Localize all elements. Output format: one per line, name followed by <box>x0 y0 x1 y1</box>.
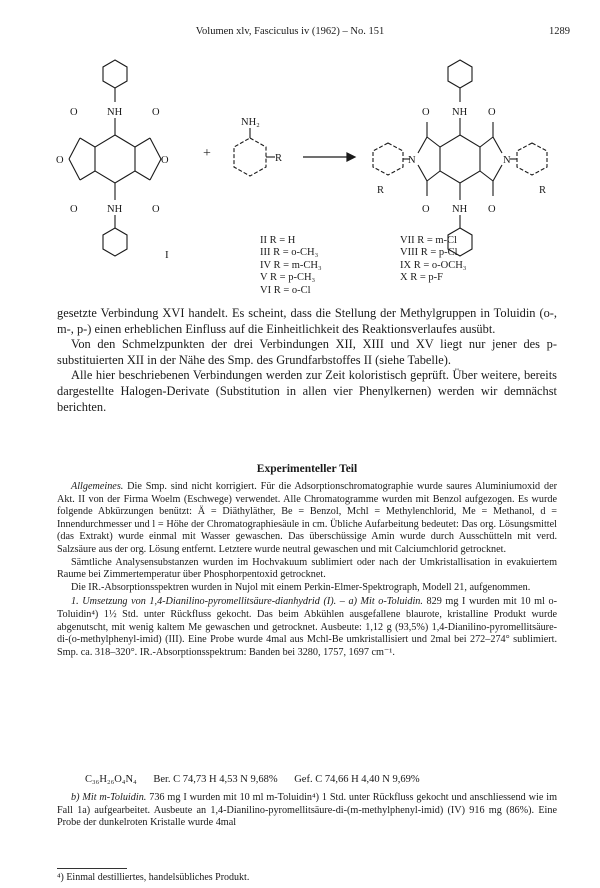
plus-sign: + <box>203 146 211 161</box>
r-label-aniline: R <box>275 153 283 164</box>
atom-o-bottom-right: O <box>152 204 160 215</box>
sublimation-paragraph: Sämtliche Analysensubstanzen wurden im Hochvakuum sublimiert oder nach der Umkristallisation in evakuiertem Raume bei Zimmertemperatur über Phosphorpentoxid getrocknet. <box>57 556 557 581</box>
calculated-values: Ber. C 74,73 H 4,53 N 9,68% <box>153 774 278 785</box>
atom-nh-top: NH <box>107 107 123 118</box>
product-nh-top: NH <box>452 107 468 118</box>
substituent-list-right <box>400 235 466 285</box>
procedure-1a <box>57 596 557 659</box>
compound-label-i: I <box>165 249 169 261</box>
general-label: Allgemeines. <box>71 481 124 492</box>
footnote: ⁴) Einmal destilliertes, handelsübliches Produkt. <box>57 872 250 883</box>
procedure-1a-label: 1. Umsetzung von 1,4-Dianilino-pyromellitsäure-dianhydrid (I). – a) Mit o-Toluidin. <box>71 596 423 608</box>
product-o-top-right: O <box>488 107 496 118</box>
found-values: Gef. C 74,66 H 4,40 N 9,69% <box>294 774 420 785</box>
footnote-rule <box>57 868 127 869</box>
molecular-formula: C₃₆H₂₆O₄N₄ <box>85 774 137 785</box>
experimental-text <box>57 481 557 659</box>
structure-aniline <box>234 128 275 176</box>
product-o-bottom-left: O <box>422 204 430 215</box>
procedure-1a-text: 829 mg I wurden mit 10 ml o-Toluidin⁴) 1½ Std. unter Rückfluss gekocht. Das beim Abkühlen ausgefallene blaurote, kristalline Produkt wurde abgenutscht, mit wenig kaltem Me gewaschen und getrocknet. Ausbeute: 1,12 g (93,5%) 1,4-Dianilino-pyromellitsäure-di-(o-methylphenyl-imid) (III). Eine Probe wurde 4mal aus Mchl-Be umkristallisiert und 2mal bei 272–274° sublimiert. Smp. ca. 318–320°. IR.-Absorptionsspektrum: Banden bei 3280, 1757, 1697 cm⁻¹. <box>57 596 557 658</box>
atom-nh-bottom: NH <box>107 204 123 215</box>
reaction-arrow <box>303 153 355 161</box>
list-item: II R = H <box>260 235 296 246</box>
journal-reference: Volumen xlv, Fasciculus iv (1962) – No. 151 <box>195 26 385 37</box>
list-item: IX R = o-OCH₃ <box>400 259 467 271</box>
ir-paragraph: Die IR.-Absorptionsspektren wurden in Nujol mit einem Perkin-Elmer-Spektrograph, Modell 21, aufgenommen. <box>71 581 531 593</box>
product-r-left: R <box>377 185 385 196</box>
atom-o-top-left: O <box>70 107 78 118</box>
general-paragraph <box>57 481 557 557</box>
substituent-list-left <box>260 235 322 297</box>
structure-dianhydride-I <box>69 60 161 256</box>
page-number: 1289 <box>549 26 570 37</box>
paragraph: Von den Schmelzpunkten der drei Verbindungen XII, XIII und XV liegt nur jener des p-substituierten XII in der Nähe des Smp. des Grundfarbstoffes II (siehe Tabelle). <box>57 337 557 367</box>
product-r-right: R <box>539 185 547 196</box>
general-text: Die Smp. sind nicht korrigiert. Für die Adsorptionschromatographie wurde saures Aluminiumoxid der Akt. II von der Firma Woelm (Eschwege) verwendet. Alle Chromatogramme wurden mit Benzol aufgezogen. Es wurde folgende Abkürzungen benützt: Ä = Diäthyläther, Be = Benzol, Mchl = Methylenchlorid, Me = Methanol, d = Innendurchmesser und l = Höhe der Chromatographiesäule in cm. Übliche Aufarbeitung bedeutet: Das org. Lösungsmittel (das Extrakt) wurde einmal mit Wasser gewaschen. Das überschüssige Amin wurde durch Ausschütteln mit verd. Salzsäure aus der org. Lösung entfernt. Letztere wurde neutral gewaschen und mit Calciumchlorid getrocknet. <box>57 481 557 555</box>
list-item: III R = o-CH₃ <box>260 247 319 259</box>
procedure-1b-label: b) Mit m-Toluidin. <box>71 792 147 803</box>
list-item: IV R = m-CH₃ <box>260 259 322 271</box>
structure-product <box>373 60 547 256</box>
procedure-1b-text: 736 mg I wurden mit 10 ml m-Toluidin⁴) 1 Std. unter Rückfluss gekocht und anschliessend wie im Fall 1a) aufgearbeitet. Ausbeute an 1,4-Dianilino-pyromellitsäure-di-(m-methylphenyl-imid) (IV) 916 mg (86%). Eine Probe der dunkelroten Kristalle wurde 4mal <box>57 792 557 829</box>
procedure-1b <box>57 792 557 830</box>
paragraph: gesetzte Verbindung XVI handelt. Es scheint, dass die Stellung der Methylgruppen in Toluidin (o-, m-, p-) einen erheblichen Einfluss auf die Einheitlichkeit des Reaktionsverlaufes ausübt. <box>57 306 557 336</box>
atom-o-left: O <box>56 155 64 166</box>
product-o-bottom-right: O <box>488 204 496 215</box>
list-item: VIII R = p-Cl <box>400 247 458 259</box>
elemental-analysis <box>85 774 555 785</box>
product-n-left: N <box>408 155 416 166</box>
list-item: VI R = o-Cl <box>260 284 311 296</box>
paragraph: Alle hier beschriebenen Verbindungen werden zur Zeit koloristisch geprüft. Über weitere, bereits dargestellte Halogen-Derivate (Substitution in allen vier Phenylkernen) werden wir demnächst berichten. <box>57 368 557 414</box>
procedure-1b-block <box>57 792 557 830</box>
nh2-label: NH₂ <box>241 117 260 128</box>
product-nh-bottom: NH <box>452 204 468 215</box>
list-item: V R = p-CH₃ <box>260 272 316 284</box>
product-o-top-left: O <box>422 107 430 118</box>
list-item: X R = p-F <box>400 272 443 284</box>
atom-o-top-right: O <box>152 107 160 118</box>
product-n-right: N <box>503 155 511 166</box>
list-item: VII R = m-Cl <box>400 235 457 246</box>
discussion-text <box>57 306 557 415</box>
atom-o-right: O <box>161 155 169 166</box>
section-title: Experimenteller Teil <box>256 463 358 475</box>
atom-o-bottom-left: O <box>70 204 78 215</box>
